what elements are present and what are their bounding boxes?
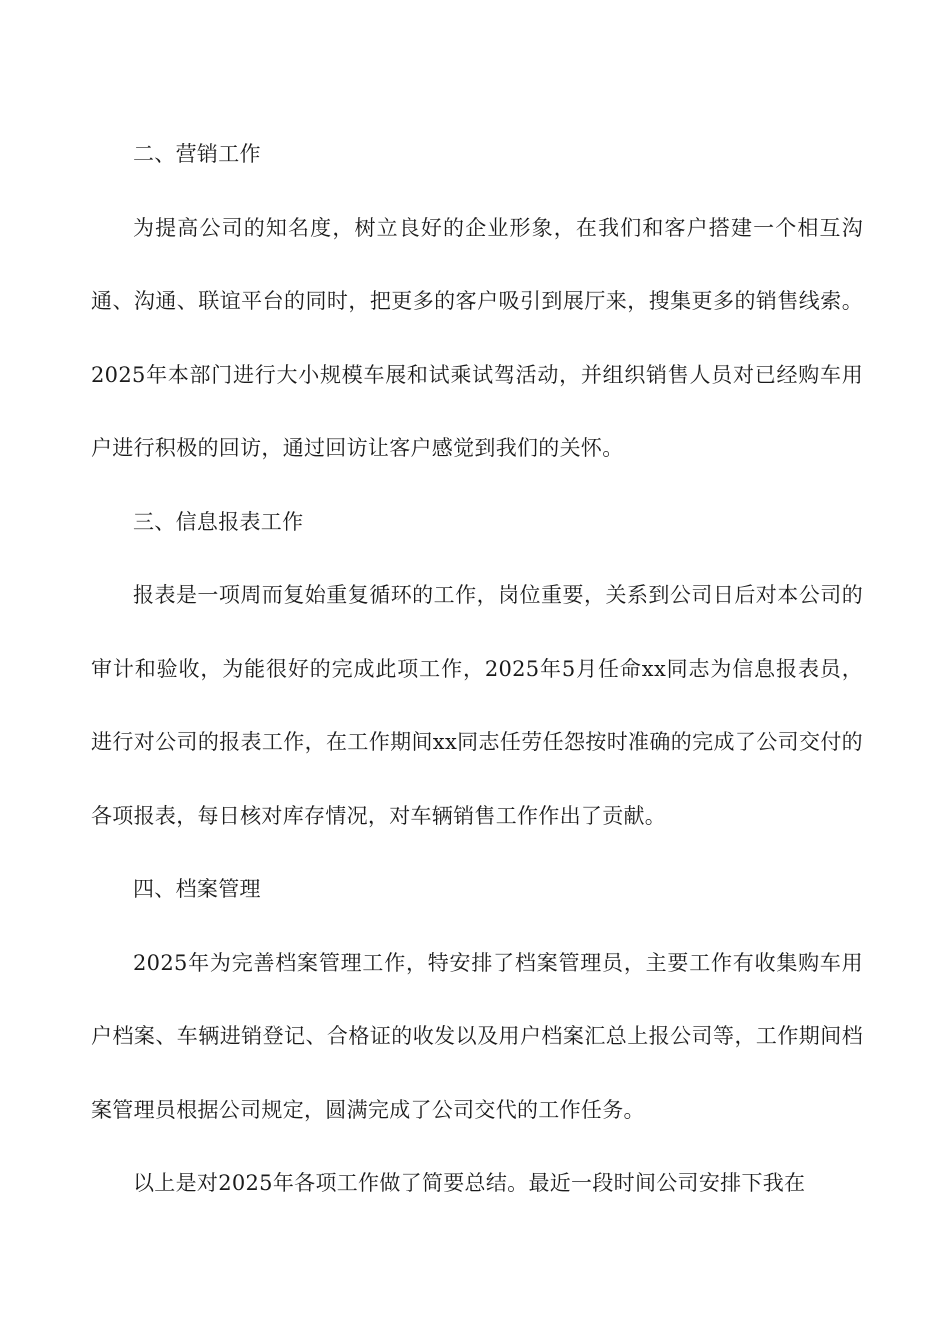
section-heading-reports: 三、信息报表工作 [133,509,304,534]
document-body [91,118,863,1221]
section-paragraph-archives: 2025年为完善档案管理工作，特安排了档案管理员，主要工作有收集购车用户档案、车辆进销登记、合格证的收发以及用户档案汇总上报公司等，工作期间档案管理员根据公司规定，圆满完成了公司交代的工作任务。 [91,950,863,1122]
section-heading-marketing: 二、营销工作 [133,142,261,166]
section-heading-archives: 四、档案管理 [133,877,261,901]
section-paragraph-reports: 报表是一项周而复始重复循环的工作，岗位重要，关系到公司日后对本公司的审计和验收，为能很好的完成此项工作，2025年5月任命xx同志为信息报表员，进行对公司的报表工作，在工作期间xx同志任劳任怨按时准确的完成了公司交付的各项报表，每日核对库存情况，对车辆销售工作作出了贡献。 [91,583,863,828]
section-paragraph-marketing: 为提高公司的知名度，树立良好的企业形象，在我们和客户搭建一个相互沟通、沟通、联谊平台的同时，把更多的客户吸引到展厅来，搜集更多的销售线索。2025年本部门进行大小规模车展和试乘试驾活动，并组织销售人员对已经购车用户进行积极的回访，通过回访让客户感觉到我们的关怀。 [91,215,863,460]
closing-paragraph: 以上是对2025年各项工作做了简要总结。最近一段时间公司安排下我在 [133,1171,806,1195]
